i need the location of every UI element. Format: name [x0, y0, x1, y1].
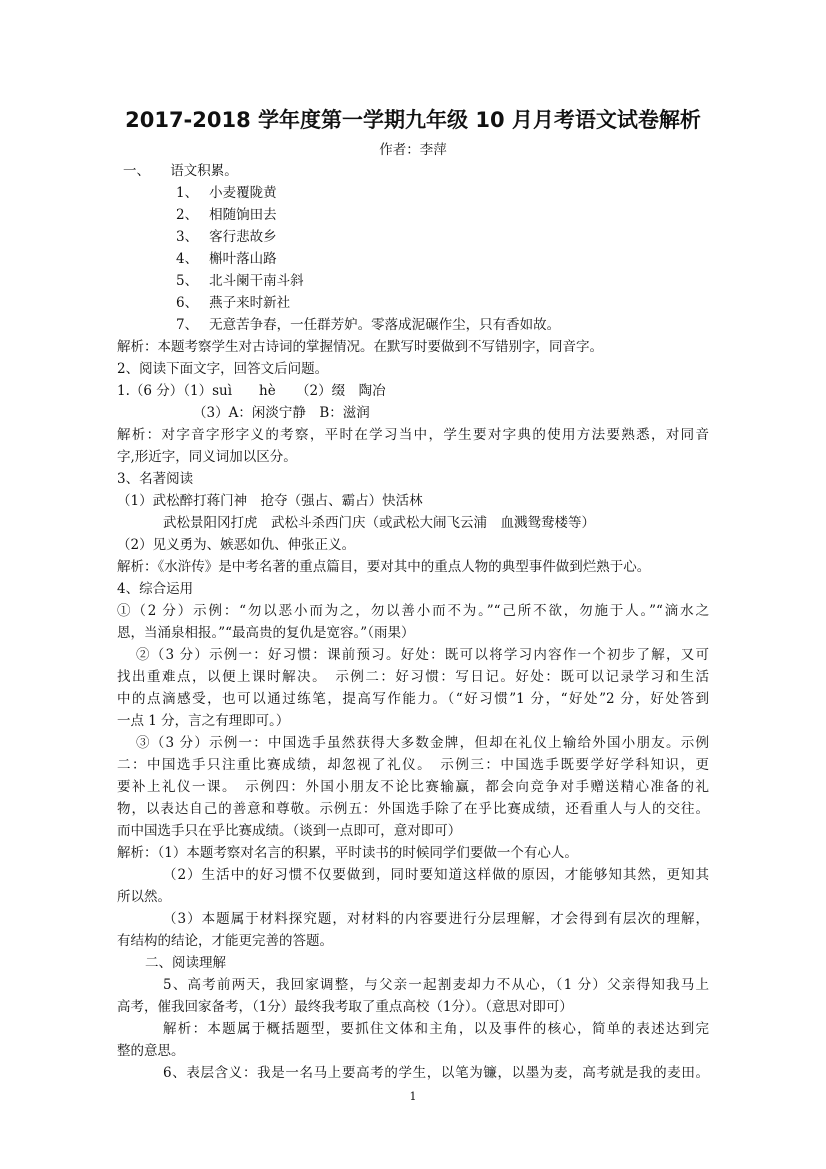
- text-line: 1.（6 分）（1）suì hè （2）缀 陶冶: [117, 383, 386, 399]
- text-line: 2、 相随饷田去: [176, 207, 277, 223]
- text-line: 字,形近字，同义词加以区分。: [117, 449, 297, 465]
- text-line: （1）武松醉打蒋门神 抢夺（强占、霸占）快活林: [117, 493, 423, 509]
- text-line: 解析：本题属于概括题型，要抓住文体和主角，以及事件的核心，简单的表述达到完: [163, 1021, 709, 1037]
- text-line: 5、 北斗阑干南斗斜: [176, 273, 304, 289]
- text-line: 解析：（1）本题考察对名言的积累，平时读书的时候同学们要做一个有心人。: [117, 845, 578, 861]
- text-line: 6、 燕子来时新社: [176, 295, 291, 311]
- text-line: 整的意思。: [117, 1043, 185, 1059]
- section-heading: 3、名著阅读: [117, 471, 194, 487]
- text-line: 解析：《水浒传》是中考名著的重点篇目，要对其中的重点人物的典型事件做到烂熟于心。: [117, 559, 651, 575]
- text-line: 4、 槲叶落山路: [176, 251, 277, 267]
- text-line: 而中国选手只在乎比赛成绩。（谈到一点即可，意对即可）: [117, 823, 462, 839]
- text-line: 物，以表达自己的善意和尊敬。示例五：外国选手除了在乎比赛成绩，还看重人与人的交往。: [117, 801, 709, 817]
- section-heading: 二、阅读理解: [145, 955, 226, 971]
- section-heading: 2、阅读下面文字，回答文后问题。: [117, 361, 329, 377]
- text-line: ①（2 分）示例：“勿以恶小而为之，勿以善小而不为。”“己所不欲，勿施于人。”“滴水之: [117, 603, 709, 619]
- document-author: 作者：李萍: [379, 142, 447, 158]
- text-line: ③（3 分）示例一：中国选手虽然获得大多数金牌，但却在礼仪上输给外国小朋友。示例: [136, 735, 709, 751]
- text-line: 3、 客行悲故乡: [176, 229, 277, 245]
- text-line: 所以然。: [117, 889, 171, 905]
- document-title: 2017-2018 学年度第一学期九年级 10 月月考语文试卷解析: [125, 108, 701, 132]
- text-line: 6、表层含义：我是一名马上要高考的学生，以笔为镰，以墨为麦，高考就是我的麦田。: [163, 1065, 709, 1081]
- text-line: 有结构的结论，才能更完善的答题。: [117, 933, 333, 949]
- text-line: （3）本题属于材料探究题，对材料的内容要进行分层理解，才会得到有层次的理解，: [163, 911, 709, 927]
- page-number: 1: [409, 1090, 417, 1103]
- section-heading: 一、 语文积累。: [123, 163, 238, 179]
- text-line: 中的点滴感受，也可以通过练笔，提高写作能力。（“好习惯”1 分，“好处”2 分，好处答到: [117, 691, 709, 707]
- text-line: 解析：本题考察学生对古诗词的掌握情况。在默写时要做到不写错别字，同音字。: [117, 339, 603, 355]
- text-line: 一点 1 分，言之有理即可。）: [117, 713, 290, 729]
- text-line: 二：中国选手只注重比赛成绩，却忽视了礼仪。 示例三：中国选手既要学好学科知识，更: [117, 757, 709, 773]
- text-line: （2）生活中的好习惯不仅要做到，同时要知道这样做的原因，才能够知其然，更知其: [163, 867, 709, 883]
- text-line: 解析：对字音字形字义的考察，平时在学习当中，学生要对字典的使用方法要熟悉，对同音: [117, 427, 709, 443]
- text-line: （2）见义勇为、嫉恶如仇、伸张正义。: [117, 537, 356, 553]
- text-line: 恩，当涌泉相报。”“最高贵的复仇是宽容。”（雨果）: [117, 625, 415, 641]
- text-line: （3）A：闲淡宁静 B：滋润: [193, 405, 370, 421]
- text-line: 武松景阳冈打虎 武松斗杀西门庆（或武松大闹飞云浦 血溅鸳鸯楼等）: [163, 515, 595, 531]
- text-line: 5、高考前两天，我回家调整，与父亲一起割麦却力不从心，（1 分）父亲得知我马上: [163, 977, 709, 993]
- text-line: 要补上礼仪一课。 示例四：外国小朋友不论比赛输赢，都会向竞争对手赠送精心准备的礼: [117, 779, 709, 795]
- text-line: 7、 无意苦争春，一任群芳妒。零落成泥碾作尘，只有香如故。: [176, 317, 561, 333]
- section-heading: 4、综合运用: [117, 581, 194, 597]
- text-line: 高考，催我回家备考，（1分）最终我考取了重点高校（1分）。（意思对即可）: [117, 999, 573, 1015]
- text-line: ②（3 分）示例一：好习惯：课前预习。好处：既可以将学习内容作一个初步了解，又可: [136, 647, 709, 663]
- text-line: 找出重难点，以便上课时解决。 示例二：好习惯：写日记。好处：既可以记录学习和生活: [117, 669, 709, 685]
- text-line: 1、 小麦覆陇黄: [176, 185, 277, 201]
